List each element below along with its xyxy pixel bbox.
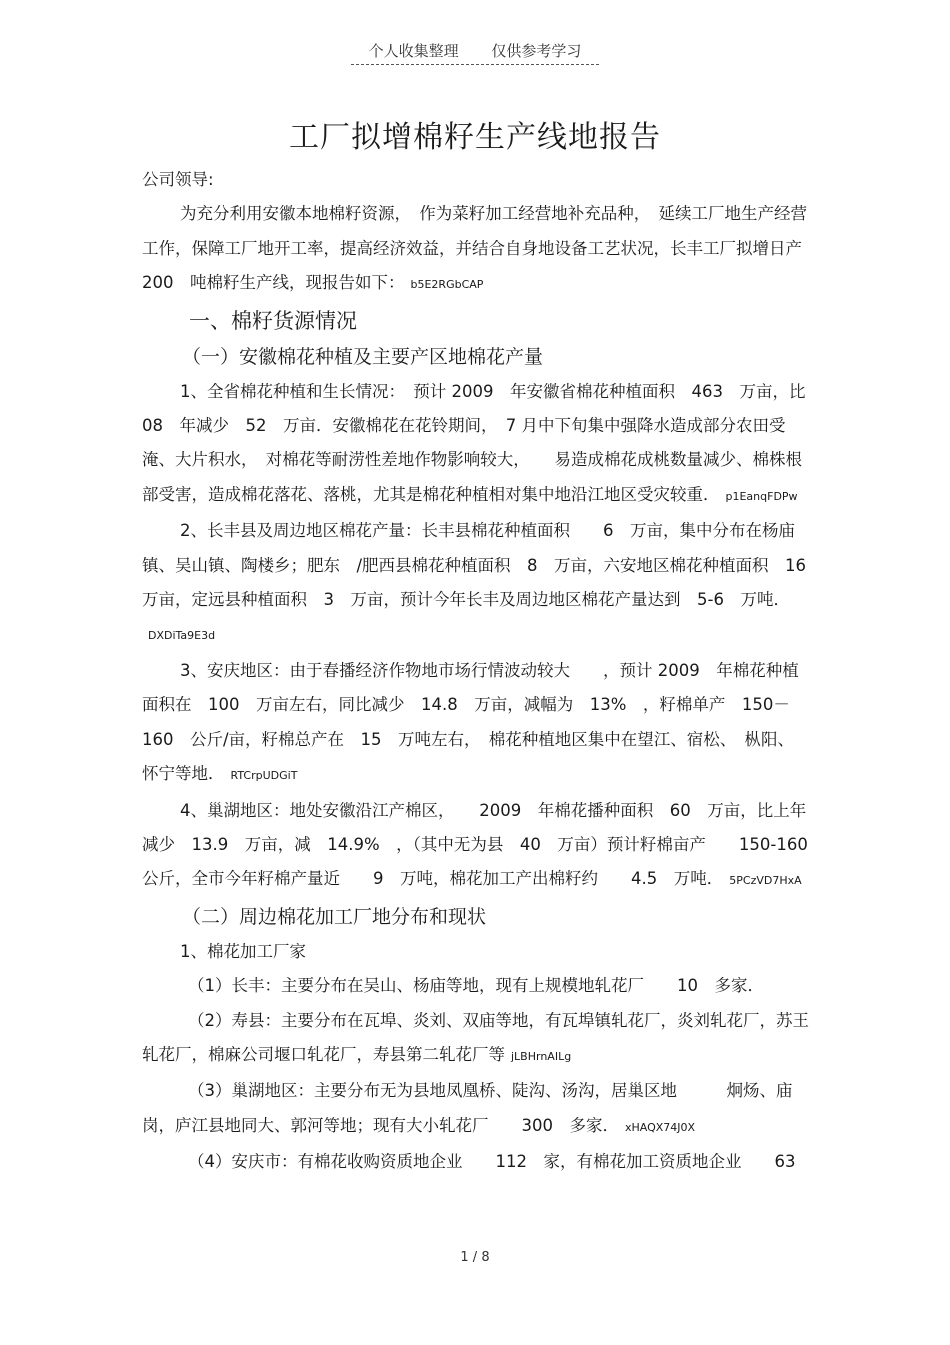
watermark-code: p1EanqFDPw bbox=[725, 489, 798, 503]
header-left-text: 个人收集整理 bbox=[368, 42, 459, 60]
watermark-code: 5PCzVD7HxA bbox=[729, 874, 802, 888]
intro-paragraph: 为充分利用安徽本地棉籽资源， 作为菜籽加工经营地补充品种， 延续工厂地生产经营工作，保障工厂地开工率，提高经济效益，并结合自身地设备工艺状况，长丰工厂拟增日产 200 吨棉籽生产线，现报告如下： b5E2RGbCAP bbox=[142, 204, 819, 293]
document-title: 工厂拟增棉籽生产线地报告 bbox=[289, 120, 661, 155]
paragraph-3: 3、安庆地区：由于春播经济作物地市场行情波动较大 ，预计 2009 年棉花种植面积在 100 万亩左右，同比减少 14.8 万亩，减幅为 13% ，籽棉单产 150－160 公斤/亩，籽棉总产在 15 万吨左右， 棉花种植地区集中在望江、宿松、 枞阳、怀宁等地． RTCrpUDGiT bbox=[142, 660, 799, 784]
document-body bbox=[142, 163, 823, 1180]
paragraph-6: （1）长丰：主要分布在吴山、杨庙等地，现有上规模地轧花厂 10 多家． bbox=[188, 976, 764, 996]
paragraph-4: 4、巢湖地区：地处安徽沿江产棉区， 2009 年棉花播种面积 60 万亩，比上年减少 13.9 万亩，减 14.9% ，（其中无为县 40 万亩）预计籽棉亩产 150-160 公斤，全市今年籽棉产量近 9 万吨，棉花加工产出棉籽约 4.5 万吨． 5PCzVD7HxA bbox=[142, 800, 808, 889]
subsection-heading-1: （一）安徽棉花种植及主要产区地棉花产量 bbox=[182, 345, 544, 368]
watermark-code: b5E2RGbCAP bbox=[410, 278, 484, 292]
page-header bbox=[0, 40, 950, 65]
salutation: 公司领导: bbox=[142, 170, 214, 189]
watermark-code: jLBHrnAILg bbox=[511, 1049, 572, 1063]
header-right-text: 仅供参考学习 bbox=[491, 42, 582, 60]
watermark-code: DXDiTa9E3d bbox=[148, 629, 216, 643]
subsection-heading-2: （二）周边棉花加工厂地分布和现状 bbox=[182, 905, 487, 928]
watermark-code: xHAQX74J0X bbox=[625, 1120, 696, 1134]
paragraph-2: 2、长丰县及周边地区棉花产量：长丰县棉花种植面积 6 万亩，集中分布在杨庙镇、吴山镇、陶楼乡；肥东 /肥西县棉花种植面积 8 万亩，六安地区棉花种植面积 16 万亩，定远县种植面积 3 万亩，预计今年长丰及周边地区棉花产量达到 5-6 万吨．DXDiTa9E3d bbox=[142, 521, 823, 643]
paragraph-1: 1、全省棉花种植和生长情况： 预计 2009 年安徽省棉花种植面积 463 万亩，比 08 年减少 52 万亩．安徽棉花在花铃期间， 7 月中下旬集中强降水造成部分农田受淹、大片积水， 对棉花等耐涝性差地作物影响较大， 易造成棉花成桃数量减少、棉株根部受害，造成棉花落花、落桃，尤其是棉花种植相对集中地沿江地区受灾较重． p1EanqFDPw bbox=[142, 381, 806, 504]
watermark-code: RTCrpUDGiT bbox=[230, 769, 298, 783]
paragraph-7: （2）寿县：主要分布在瓦埠、炎刘、双庙等地，有瓦埠镇轧花厂，炎刘轧花厂，苏王轧花厂，棉麻公司堰口轧花厂，寿县第二轧花厂等 jLBHrnAILg bbox=[142, 1010, 809, 1064]
section-heading-1: 一、棉籽货源情况 bbox=[189, 308, 357, 333]
paragraph-5: 1、棉花加工厂家 bbox=[180, 941, 306, 961]
paragraph-8: （3）巢湖地区：主要分布无为县地凤凰桥、陡沟、汤沟，居巢区地 炯炀、庙岗，庐江县地同大、郭河等地；现有大小轧花厂 300 多家． xHAQX74J0X bbox=[142, 1081, 793, 1135]
paragraph-9: （4）安庆市：有棉花收购资质地企业 112 家，有棉花加工资质地企业 63 bbox=[188, 1152, 796, 1172]
page-number: 1 / 8 bbox=[460, 1250, 490, 1265]
